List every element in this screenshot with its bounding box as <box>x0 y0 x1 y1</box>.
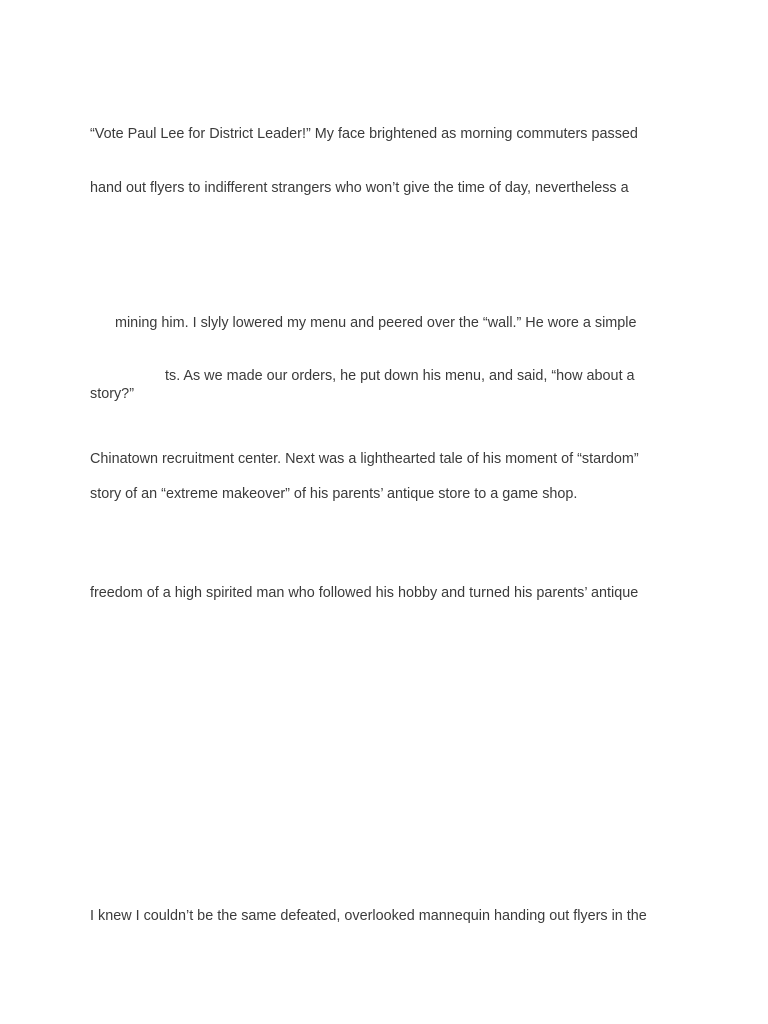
text-line: story of an “extreme makeover” of his parents’ antique store to a game shop. <box>90 486 578 502</box>
text-line: I knew I couldn’t be the same defeated, overlooked mannequin handing out flyers in the <box>90 908 647 924</box>
text-line: mining him. I slyly lowered my menu and peered over the “wall.” He wore a simple <box>115 315 637 331</box>
text-line: freedom of a high spirited man who followed his hobby and turned his parents’ antique <box>90 585 639 601</box>
text-line: Chinatown recruitment center. Next was a lighthearted tale of his moment of “stardom” <box>90 451 639 467</box>
text-line: story?” <box>90 386 134 402</box>
text-line: “Vote Paul Lee for District Leader!” My face brightened as morning commuters passed <box>90 126 638 142</box>
text-line: hand out flyers to indifferent strangers who won’t give the time of day, nevertheless a <box>90 180 629 196</box>
text-line: ts. As we made our orders, he put down his menu, and said, “how about a <box>165 368 635 384</box>
